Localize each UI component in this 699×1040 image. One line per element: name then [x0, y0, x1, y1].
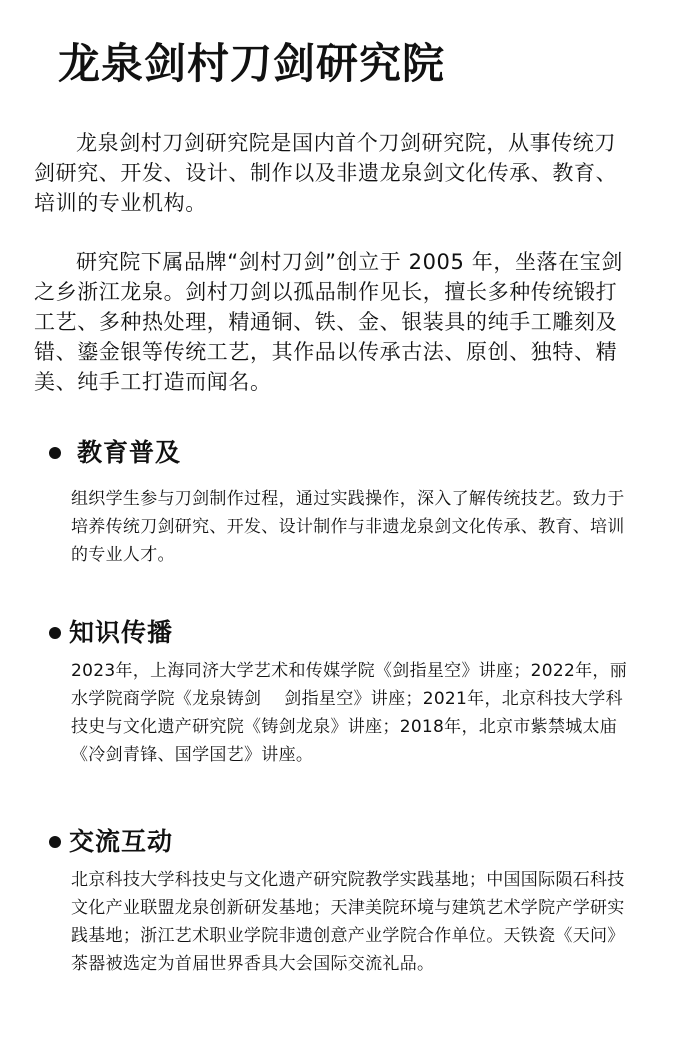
bullet-dot-icon [49, 836, 61, 848]
section-body: 组织学生参与刀剑制作过程，通过实践操作，深入了解传统技艺。致力于培养传统刀剑研究、开发、设计制作与非遗龙泉剑文化传承、教育、培训的专业人才。 [71, 489, 625, 565]
section-body: 2023年，上海同济大学艺术和传媒学院《剑指星空》讲座；2022年，丽水学院商学院《龙泉铸剑 剑指星空》讲座；2021年，北京科技大学科技史与文化遗产研究院《铸剑龙泉》讲座；2018年，北京市紫禁城太庙 《冷剑青锋、国学国艺》讲座。 [71, 661, 628, 765]
section-title: 交流互动 [69, 827, 174, 856]
intro-paragraph: 龙泉剑村刀剑研究院是国内首个刀剑研究院，从事传统刀剑研究、开发、设计、制作以及非遗龙泉剑文化传承、教育、培训的专业机构。 [34, 131, 618, 215]
section-title: 知识传播 [69, 618, 174, 647]
bullet-dot-icon [49, 447, 61, 459]
section-heading-knowledge [49, 617, 173, 649]
bullet-dot-icon [49, 627, 61, 639]
intro-paragraph: 研究院下属品牌“剑村刀剑”创立于 2005 年，坐落在宝剑之乡浙江龙泉。剑村刀剑以孤品制作见长，擅长多种传统锻打工艺、多种热处理，精通铜、铁、金、银装具的纯手工雕刻及错、鎏金银等传统工艺，其作品以传承古法、原创、独特、精美、纯手工打造而闻名。 [34, 250, 623, 394]
section-title: 教育普及 [77, 438, 182, 467]
section-heading-education [49, 437, 181, 469]
section-body: 北京科技大学科技史与文化遗产研究院教学实践基地；中国国际陨石科技文化产业联盟龙泉创新研发基地；天津美院环境与建筑艺术学院产学研实践基地；浙江艺术职业学院非遗创意产业学院合作单位。天铁瓷《天问》茶器被选定为首届世界香具大会国际交流礼品。 [71, 870, 625, 974]
page-title: 龙泉剑村刀剑研究院 [58, 39, 446, 88]
section-heading-exchange [49, 826, 173, 858]
